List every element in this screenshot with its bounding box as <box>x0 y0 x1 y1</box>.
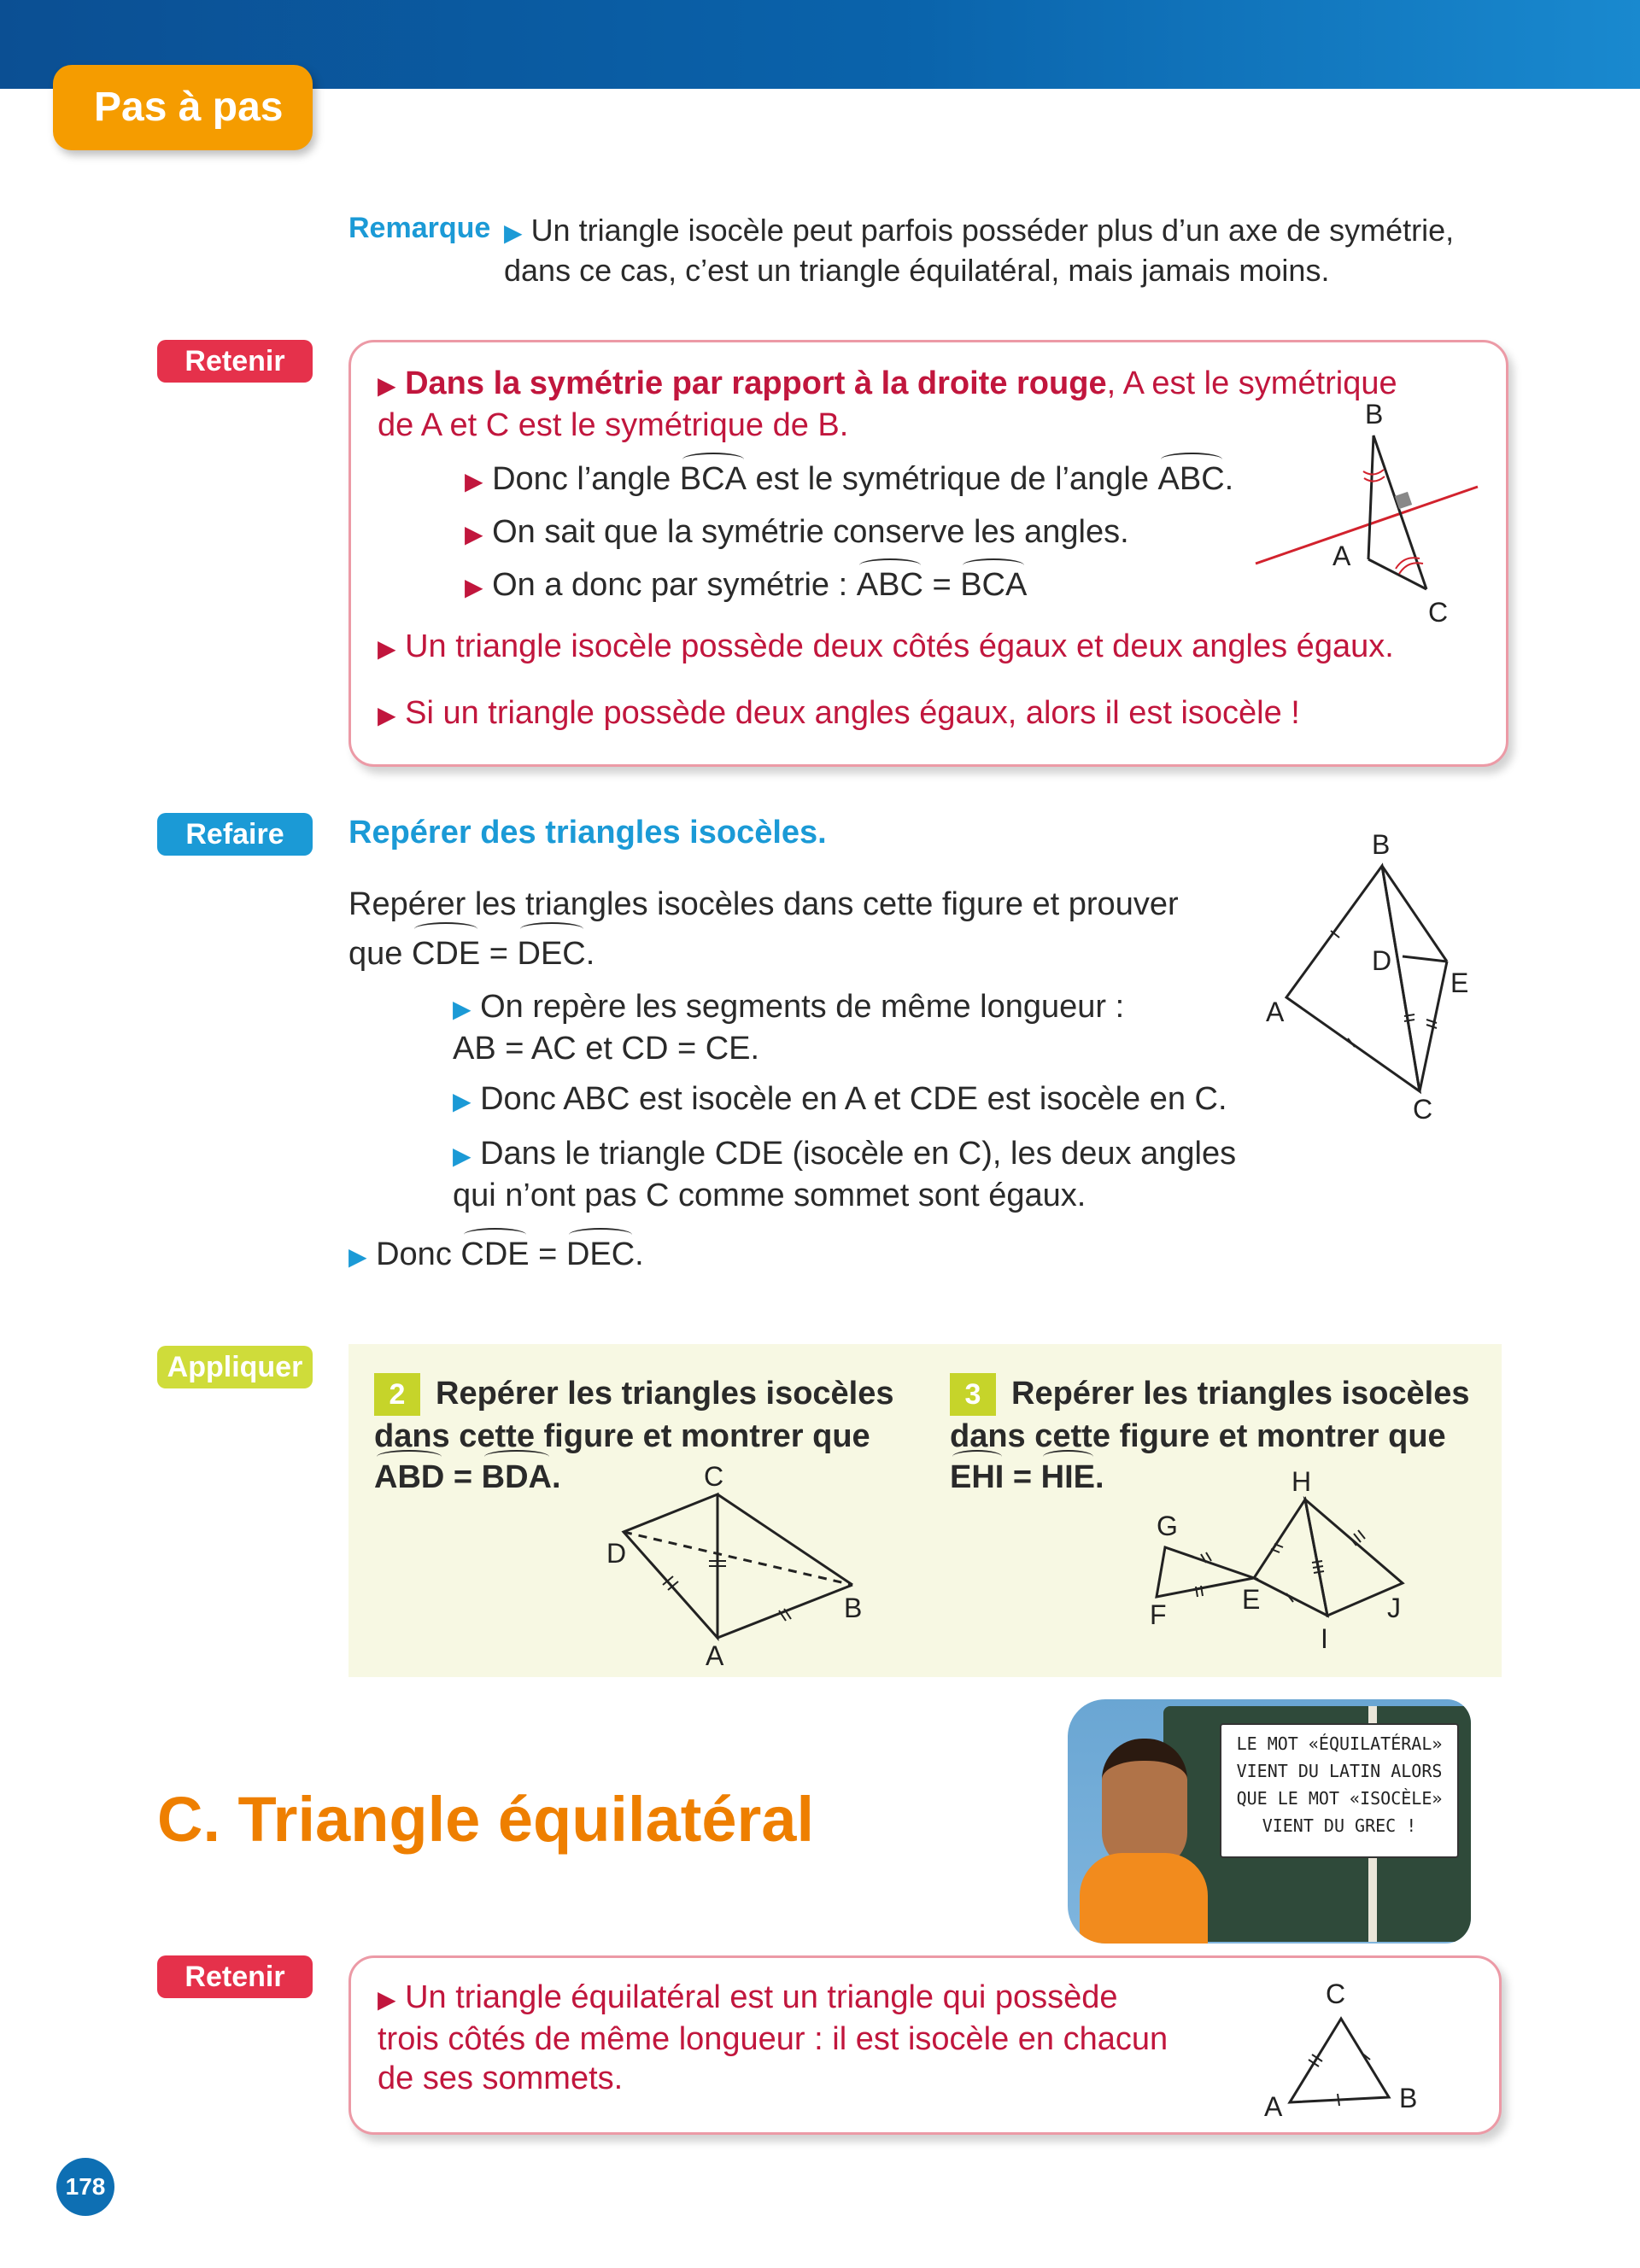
svg-text:H: H <box>1292 1466 1312 1497</box>
retenir-rule-2: ▶ Un triangle isocèle possède deux côtés égaux et deux angles égaux. <box>378 628 1394 664</box>
svg-text:B: B <box>844 1593 863 1623</box>
exercise-3: 3 Repérer les triangles isocèles dans cette figure et montrer que EHI = HIE. <box>950 1373 1496 1498</box>
refaire-tag: Refaire <box>157 813 313 856</box>
page-number: 178 <box>56 2158 114 2216</box>
retenir-tag-2: Retenir <box>157 1955 313 1998</box>
bullet-icon: ▶ <box>378 635 396 662</box>
svg-text:A: A <box>1266 997 1285 1027</box>
bullet-icon: ▶ <box>348 1243 367 1270</box>
remarque-text: ▶ Un triangle isocèle peut parfois posséder plus d’un axe de symétrie, dans ce cas, c’est un triangle équilatéral, mais jamais moins. <box>504 213 1455 288</box>
svg-text:B: B <box>1365 399 1384 430</box>
retenir-rule-3: ▶ Si un triangle possède deux angles égaux, alors il est isocèle ! <box>378 695 1300 731</box>
svg-text:G: G <box>1157 1511 1178 1541</box>
exercise-number: 3 <box>950 1373 996 1416</box>
refaire-title: Repérer des triangles isocèles. <box>348 815 827 850</box>
refaire-step-1: ▶ On repère les segments de même longueur : AB = AC et CD = CE. <box>453 989 1125 1067</box>
svg-text:C: C <box>704 1461 724 1492</box>
svg-text:E: E <box>1450 967 1469 998</box>
svg-text:B: B <box>1372 829 1391 860</box>
retenir-step-3: ▶ On a donc par symétrie : ABC = BCA <box>465 567 1028 603</box>
exercise-number: 2 <box>374 1373 420 1416</box>
exercise-2-figure <box>598 1460 880 1674</box>
bullet-icon: ▶ <box>465 468 483 494</box>
bullet-icon: ▶ <box>453 996 472 1022</box>
symmetry-figure <box>1247 393 1495 632</box>
pas-a-pas-tab: Pas à pas <box>53 65 313 150</box>
svg-text:D: D <box>1372 945 1392 976</box>
boy-body <box>1080 1853 1208 1944</box>
svg-text:I: I <box>1321 1623 1328 1654</box>
refaire-conclusion: ▶ Donc CDE = DEC. <box>348 1236 644 1272</box>
svg-text:E: E <box>1242 1584 1261 1615</box>
svg-text:A: A <box>1332 541 1351 571</box>
boy-head <box>1102 1739 1187 1870</box>
svg-text:C: C <box>1326 1979 1346 2009</box>
retenir-step-1: ▶ Donc l’angle BCA est le symétrique de l’angle ABC. <box>465 461 1234 497</box>
svg-text:C: C <box>1428 597 1449 628</box>
svg-text:B: B <box>1399 2083 1418 2113</box>
bullet-icon: ▶ <box>378 702 396 728</box>
equilateral-figure <box>1256 1969 1426 2123</box>
svg-text:A: A <box>706 1640 724 1671</box>
appliquer-tag: Appliquer <box>157 1346 313 1388</box>
bullet-icon: ▶ <box>465 574 483 600</box>
section-title: C. Triangle équilatéral <box>157 1784 815 1855</box>
retenir-definition: ▶ Un triangle équilatéral est un triangle qui possède trois côtés de même longueur : il est isocèle en chacun de ses sommets. <box>378 1979 1168 2096</box>
svg-text:D: D <box>606 1538 627 1569</box>
bullet-icon: ▶ <box>453 1088 472 1114</box>
refaire-figure <box>1264 825 1486 1137</box>
speech-bubble: LE MOT «ÉQUILATÉRAL» VIENT DU LATIN ALORS QUE LE MOT «ISOCÈLE» VIENT DU GREC ! <box>1220 1723 1459 1858</box>
svg-text:C: C <box>1413 1094 1433 1125</box>
refaire-intro: Repérer les triangles isocèles dans cette figure et prouver que CDE = DEC. <box>348 880 1288 979</box>
retenir-tag: Retenir <box>157 340 313 383</box>
refaire-step-3: ▶ Dans le triangle CDE (isocèle en C), les deux angles qui n’ont pas C comme sommet sont égaux. <box>453 1136 1237 1213</box>
retenir-rule-1: ▶ Dans la symétrie par rapport à la droite rouge, A est le symétrique de A et C est le symétrique de B. <box>378 365 1397 443</box>
cartoon-illustration <box>1068 1699 1471 1944</box>
exercise-2: 2 Repérer les triangles isocèles dans cette figure et montrer que ABD = BDA. <box>374 1373 921 1498</box>
remarque-label: Remarque <box>348 212 491 244</box>
bullet-icon: ▶ <box>378 372 396 399</box>
retenir-step-2: ▶ On sait que la symétrie conserve les angles. <box>465 514 1129 550</box>
bullet-icon: ▶ <box>453 1143 472 1169</box>
svg-text:J: J <box>1387 1593 1401 1623</box>
svg-text:F: F <box>1150 1599 1167 1630</box>
bullet-icon: ▶ <box>504 219 523 246</box>
bullet-icon: ▶ <box>465 521 483 547</box>
symmetry-axis <box>1256 487 1478 564</box>
refaire-step-2: ▶ Donc ABC est isocèle en A et CDE est isocèle en C. <box>453 1081 1227 1117</box>
exercise-3-figure <box>1145 1465 1426 1670</box>
bullet-icon: ▶ <box>378 1986 396 2013</box>
svg-text:A: A <box>1264 2091 1283 2122</box>
